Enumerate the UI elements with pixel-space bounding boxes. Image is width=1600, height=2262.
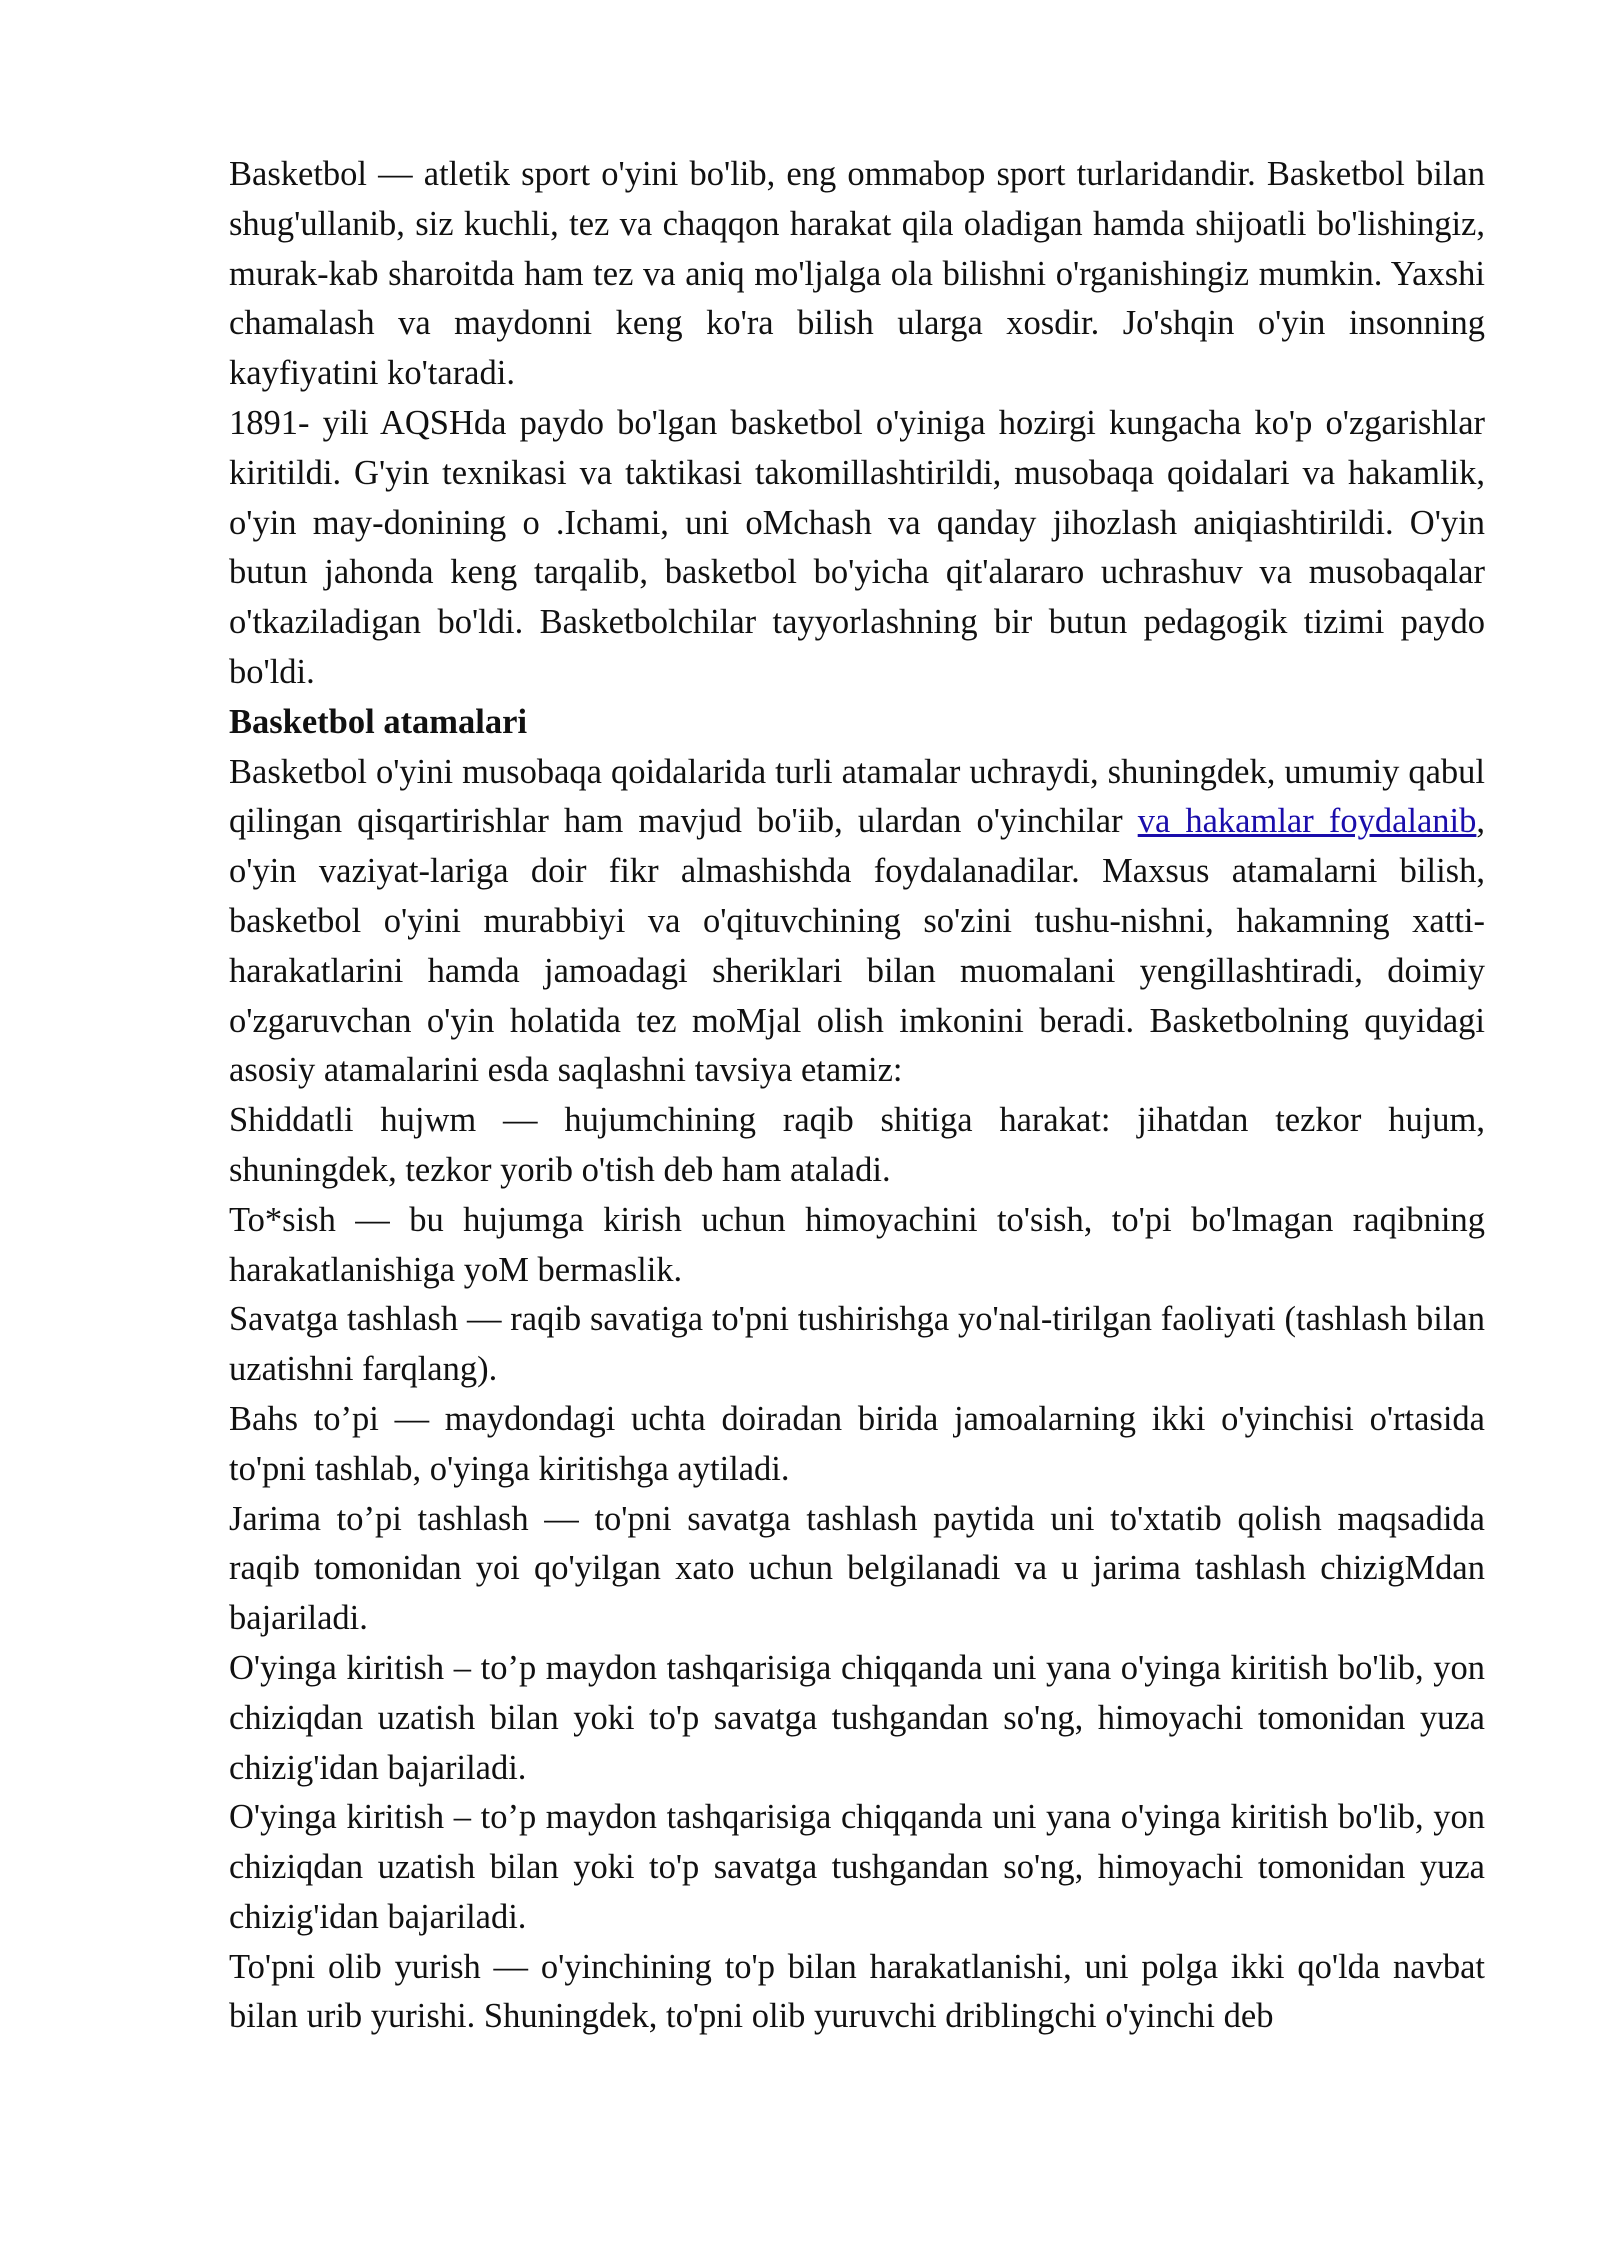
terms-intro-text-before: Basketbol o'yini musobaqa qoidalarida turli atamalar uchraydi, shuningdek, umumiy qabul qilingan qisqartirishlar ham mavjud bo'iib, ulardan o'yinchilar <box>229 752 1485 841</box>
terms-intro-text-after: , o'yin vaziyat-lariga doir fikr almashishda foydalanadilar. Maxsus atamalarni bilish, basketbol o'yini murabbiyi va o'qituvchining so'zini tushu-nishni, hakamning xatti-harakatlarini hamda jamoadagi sheriklari bilan muomalani yengillashtiradi, doimiy o'zgaruvchan o'yin holatida tez moMjal olish imkonini beradi. Basketbolning quyidagi asosiy atamalarini esda saqlashni tavsiya etamiz: <box>229 802 1485 1090</box>
term-paragraph-throw-in-repeat: O'yinga kiritish – to’p maydon tashqarisiga chiqqanda uni yana o'yinga kiritish bo'lib, yon chiziqdan uzatish bilan yoki to'p savatga tushgandan so'ng, himoyachi tomonidan yuza chizig'idan bajariladi. <box>229 1798 1485 1936</box>
section-heading: Basketbol atamalari <box>229 702 528 741</box>
inline-link[interactable]: va hakamlar foydalanib <box>1137 802 1477 841</box>
term-paragraph-shot: Savatga tashlash — raqib savatiga to'pni tushirishga yo'nal-tirilgan faoliyati (tashlash bilan uzatishni farqlang). <box>229 1300 1485 1389</box>
paragraph-intro: Basketbol — atletik sport o'yini bo'lib, eng ommabop sport turlaridandir. Basketbol bilan shug'ullanib, siz kuchli, tez va chaqqon harakat qila oladigan hamda shijoatli bo'lishingiz, murak-kab sharoitda ham tez va aniq mo'ljalga ola bilishni o'rganishingiz mumkin. Yaxshi chamalash va maydonni keng ko'ra bilish ularga xosdir. Jo'shqin o'yin insonning kayfiyatini ko'taradi. <box>229 155 1485 393</box>
term-paragraph-free-throw: Jarima to’pi tashlash — to'pni savatga tashlash paytida uni to'xtatib qolish maqsadida raqib tomonidan yoi qo'yilgan xato uchun belgilanadi va u jarima tashlash chizigMdan bajariladi. <box>229 1499 1485 1638</box>
term-paragraph-throw-in: O'yinga kiritish – to’p maydon tashqarisiga chiqqanda uni yana o'yinga kiritish bo'lib, yon chiziqdan uzatish bilan yoki to'p savatga tushgandan so'ng, himoyachi tomonidan yuza chizig'idan bajariladi. <box>229 1648 1485 1787</box>
term-paragraph-fast-break: Shiddatli hujwm — hujumchining raqib shitiga harakat: jihatdan tezkor hujum, shuningdek, tezkor yorib o'tish deb ham ataladi. <box>229 1101 1485 1189</box>
term-paragraph-jump-ball: Bahs to’pi — maydondagi uchta doiradan birida jamoalarning ikki o'yinchisi o'rtasida to'pni tashlab, o'yinga kiritishga aytiladi. <box>229 1399 1485 1488</box>
term-paragraph-dribbling: To'pni olib yurish — o'yinchining to'p bilan harakatlanishi, uni polga ikki qo'lda navbat bilan urib yurishi. Shuningdek, to'pni olib yuruvchi driblingchi o'yinchi deb <box>229 1947 1485 2036</box>
document-page <box>229 150 1485 2042</box>
paragraph-terms-intro <box>229 748 1485 1097</box>
paragraph-history: 1891- yili AQSHda paydo bo'lgan basketbol o'yiniga hozirgi kungacha ko'p o'zgarishlar kiritildi. G'yin texnikasi va taktikasi takomillashtirildi, musobaqa qoidalari va hakamlik, o'yin may-donining o .Ichami, uni oMchash va qanday jihozlash aniqiashtirildi. O'yin butun jahonda keng tarqalib, basketbol bo'yicha qit'alararo uchrashuv va musobaqalar o'tkaziladigan bo'ldi. Basketbolchilar tayyorlashning bir butun pedagogik tizimi paydo bo'ldi. <box>229 403 1485 691</box>
term-paragraph-screen: To*sish — bu hujumga kirish uchun himoyachini to'sish, to'pi bo'lmagan raqibning harakatlanishiga yoM bermaslik. <box>229 1200 1485 1289</box>
